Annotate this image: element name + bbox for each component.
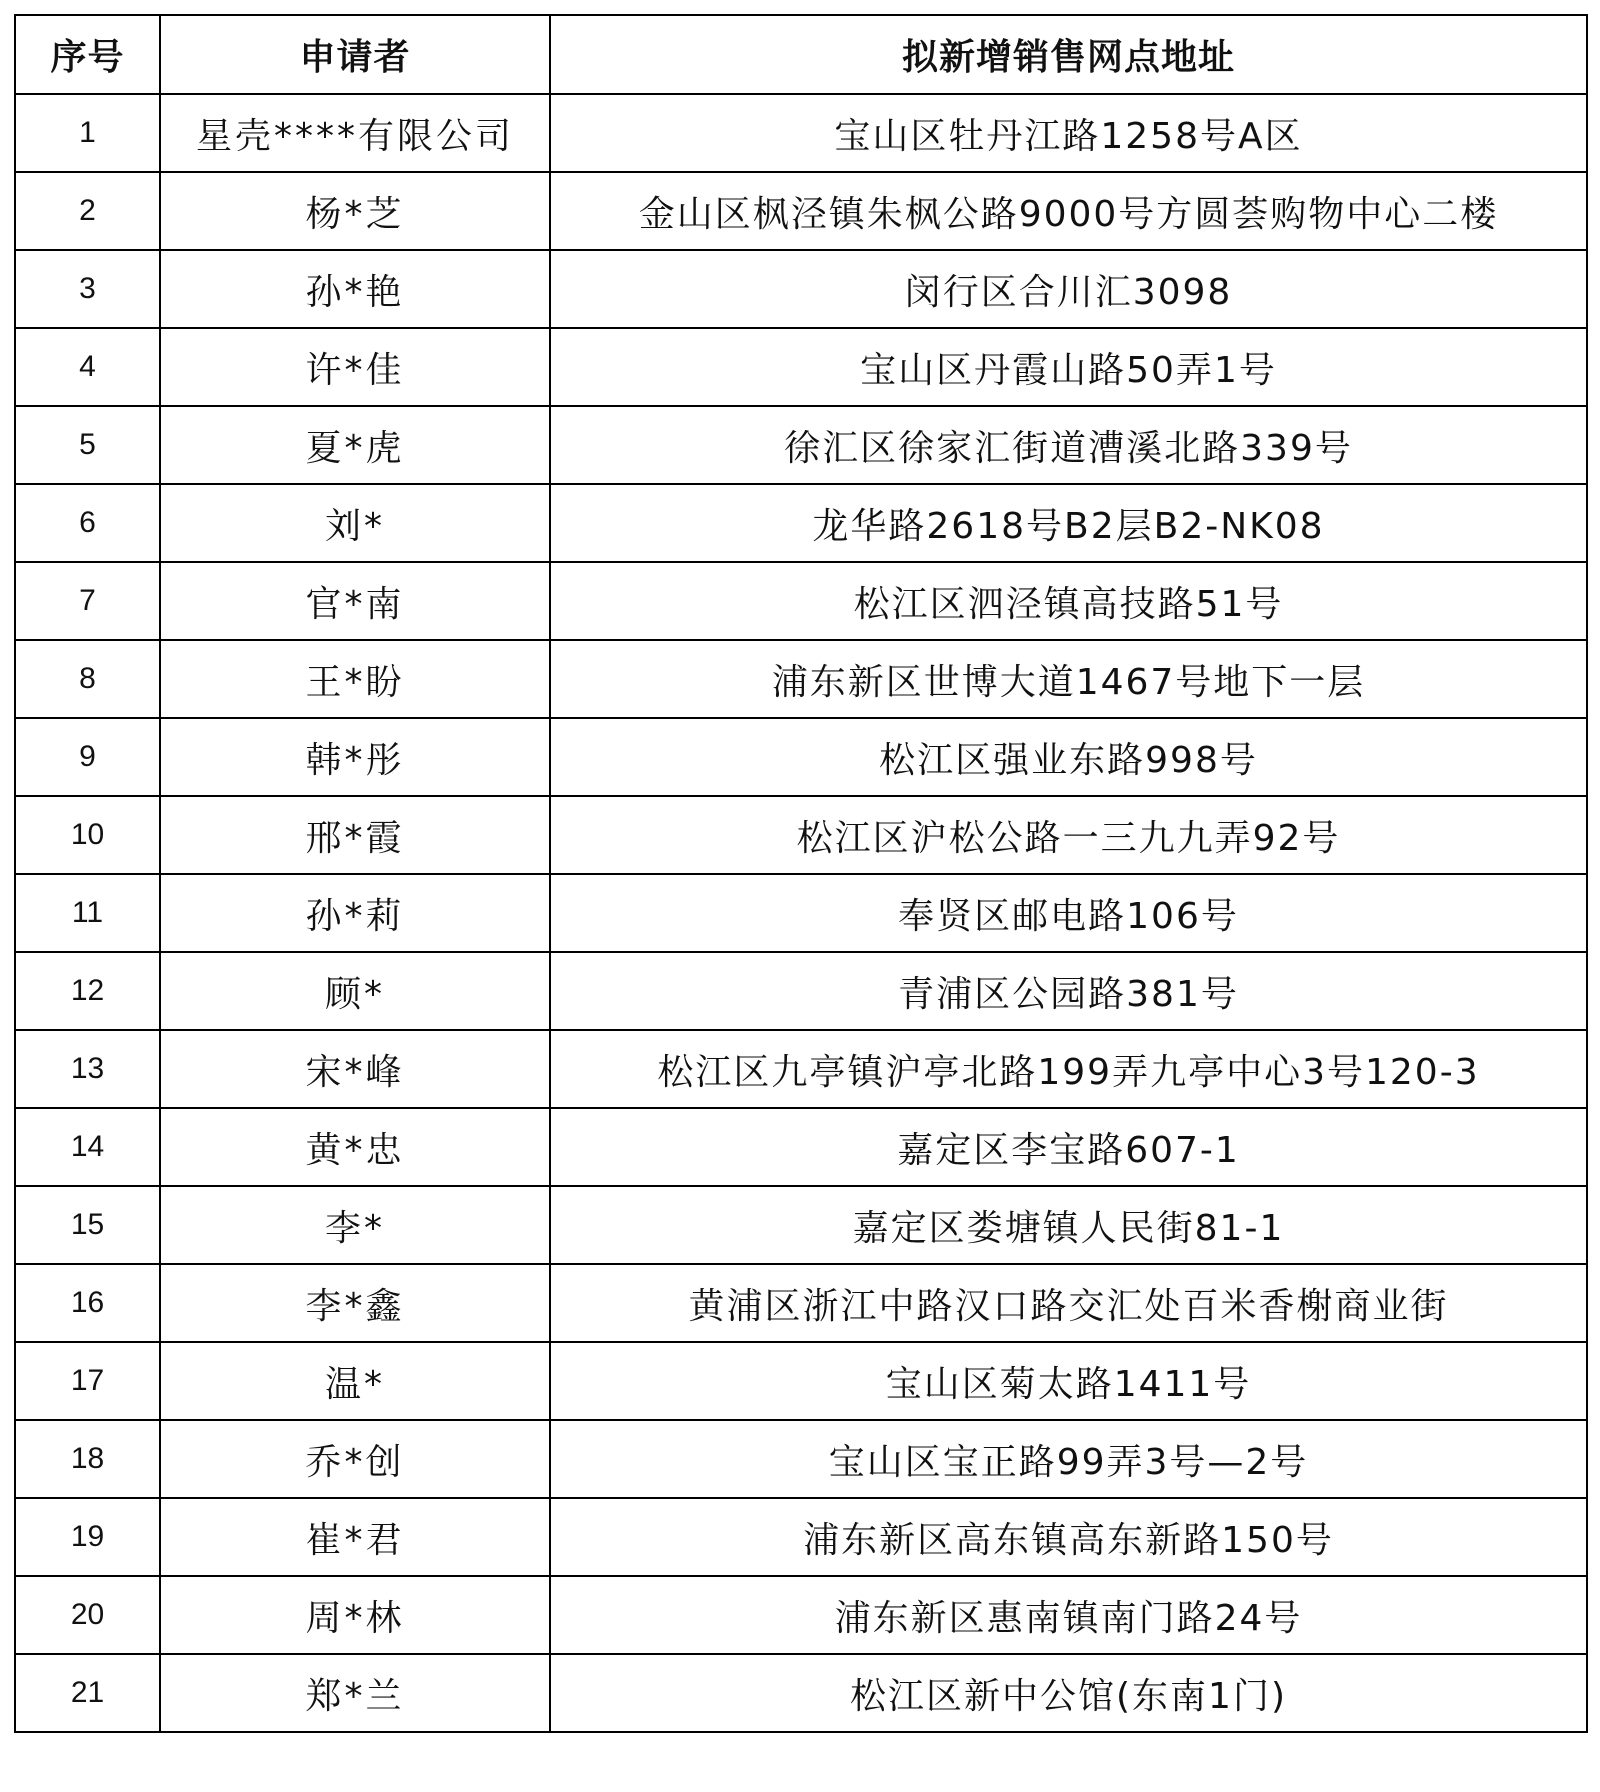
table-row — [15, 1186, 1587, 1264]
applicant-cell: 王*盼 — [160, 640, 550, 718]
seq-cell: 4 — [15, 328, 160, 406]
address-cell: 松江区沪松公路一三九九弄92号 — [550, 796, 1587, 874]
table-row — [15, 172, 1587, 250]
address-cell: 徐汇区徐家汇街道漕溪北路339号 — [550, 406, 1587, 484]
seq-cell: 9 — [15, 718, 160, 796]
seq-cell: 2 — [15, 172, 160, 250]
applicant-cell: 许*佳 — [160, 328, 550, 406]
applicant-cell: 崔*君 — [160, 1498, 550, 1576]
table-row — [15, 1498, 1587, 1576]
address-cell: 浦东新区高东镇高东新路150号 — [550, 1498, 1587, 1576]
seq-cell: 13 — [15, 1030, 160, 1108]
applicant-cell: 刘* — [160, 484, 550, 562]
table-row — [15, 1264, 1587, 1342]
seq-cell: 17 — [15, 1342, 160, 1420]
seq-cell: 10 — [15, 796, 160, 874]
seq-cell: 15 — [15, 1186, 160, 1264]
address-cell: 松江区泗泾镇高技路51号 — [550, 562, 1587, 640]
table-row — [15, 250, 1587, 328]
applicant-cell: 杨*芝 — [160, 172, 550, 250]
table-row — [15, 796, 1587, 874]
header-seq: 序号 — [15, 15, 160, 94]
table-row — [15, 94, 1587, 172]
applicant-cell: 孙*艳 — [160, 250, 550, 328]
applicant-cell: 顾* — [160, 952, 550, 1030]
applicant-cell: 周*林 — [160, 1576, 550, 1654]
seq-cell: 7 — [15, 562, 160, 640]
seq-cell: 12 — [15, 952, 160, 1030]
table-row — [15, 1030, 1587, 1108]
seq-cell: 3 — [15, 250, 160, 328]
address-cell: 宝山区菊太路1411号 — [550, 1342, 1587, 1420]
applicant-cell: 李* — [160, 1186, 550, 1264]
address-cell: 黄浦区浙江中路汉口路交汇处百米香榭商业街 — [550, 1264, 1587, 1342]
address-cell: 嘉定区娄塘镇人民街81-1 — [550, 1186, 1587, 1264]
table-header — [15, 15, 1587, 94]
table-row — [15, 640, 1587, 718]
header-row — [15, 15, 1587, 94]
seq-cell: 6 — [15, 484, 160, 562]
applicant-cell: 温* — [160, 1342, 550, 1420]
table-row — [15, 1576, 1587, 1654]
seq-cell: 14 — [15, 1108, 160, 1186]
table-row — [15, 718, 1587, 796]
outlet-table — [14, 14, 1588, 1733]
table-row — [15, 1342, 1587, 1420]
address-cell: 宝山区丹霞山路50弄1号 — [550, 328, 1587, 406]
applicant-cell: 乔*创 — [160, 1420, 550, 1498]
table-body — [15, 94, 1587, 1732]
header-applicant: 申请者 — [160, 15, 550, 94]
applicant-cell: 宋*峰 — [160, 1030, 550, 1108]
address-cell: 嘉定区李宝路607-1 — [550, 1108, 1587, 1186]
address-cell: 松江区九亭镇沪亭北路199弄九亭中心3号120-3 — [550, 1030, 1587, 1108]
header-address: 拟新增销售网点地址 — [550, 15, 1587, 94]
address-cell: 金山区枫泾镇朱枫公路9000号方圆荟购物中心二楼 — [550, 172, 1587, 250]
applicant-cell: 夏*虎 — [160, 406, 550, 484]
table-row — [15, 1654, 1587, 1732]
table-row — [15, 562, 1587, 640]
applicant-cell: 邢*霞 — [160, 796, 550, 874]
address-cell: 闵行区合川汇3098 — [550, 250, 1587, 328]
applicant-cell: 韩*彤 — [160, 718, 550, 796]
table-row — [15, 484, 1587, 562]
address-cell: 松江区强业东路998号 — [550, 718, 1587, 796]
applicant-cell: 郑*兰 — [160, 1654, 550, 1732]
table-row — [15, 328, 1587, 406]
outlet-address-sheet — [14, 14, 1586, 1733]
seq-cell: 1 — [15, 94, 160, 172]
table-row — [15, 1420, 1587, 1498]
address-cell: 宝山区牡丹江路1258号A区 — [550, 94, 1587, 172]
address-cell: 宝山区宝正路99弄3号—2号 — [550, 1420, 1587, 1498]
address-cell: 浦东新区世博大道1467号地下一层 — [550, 640, 1587, 718]
address-cell: 奉贤区邮电路106号 — [550, 874, 1587, 952]
table-row — [15, 952, 1587, 1030]
seq-cell: 19 — [15, 1498, 160, 1576]
table-row — [15, 406, 1587, 484]
address-cell: 龙华路2618号B2层B2-NK08 — [550, 484, 1587, 562]
seq-cell: 11 — [15, 874, 160, 952]
table-row — [15, 1108, 1587, 1186]
address-cell: 青浦区公园路381号 — [550, 952, 1587, 1030]
seq-cell: 16 — [15, 1264, 160, 1342]
address-cell: 松江区新中公馆(东南1门) — [550, 1654, 1587, 1732]
applicant-cell: 李*鑫 — [160, 1264, 550, 1342]
applicant-cell: 星壳****有限公司 — [160, 94, 550, 172]
applicant-cell: 孙*莉 — [160, 874, 550, 952]
applicant-cell: 官*南 — [160, 562, 550, 640]
applicant-cell: 黄*忠 — [160, 1108, 550, 1186]
table-row — [15, 874, 1587, 952]
seq-cell: 20 — [15, 1576, 160, 1654]
seq-cell: 21 — [15, 1654, 160, 1732]
seq-cell: 18 — [15, 1420, 160, 1498]
seq-cell: 8 — [15, 640, 160, 718]
seq-cell: 5 — [15, 406, 160, 484]
address-cell: 浦东新区惠南镇南门路24号 — [550, 1576, 1587, 1654]
